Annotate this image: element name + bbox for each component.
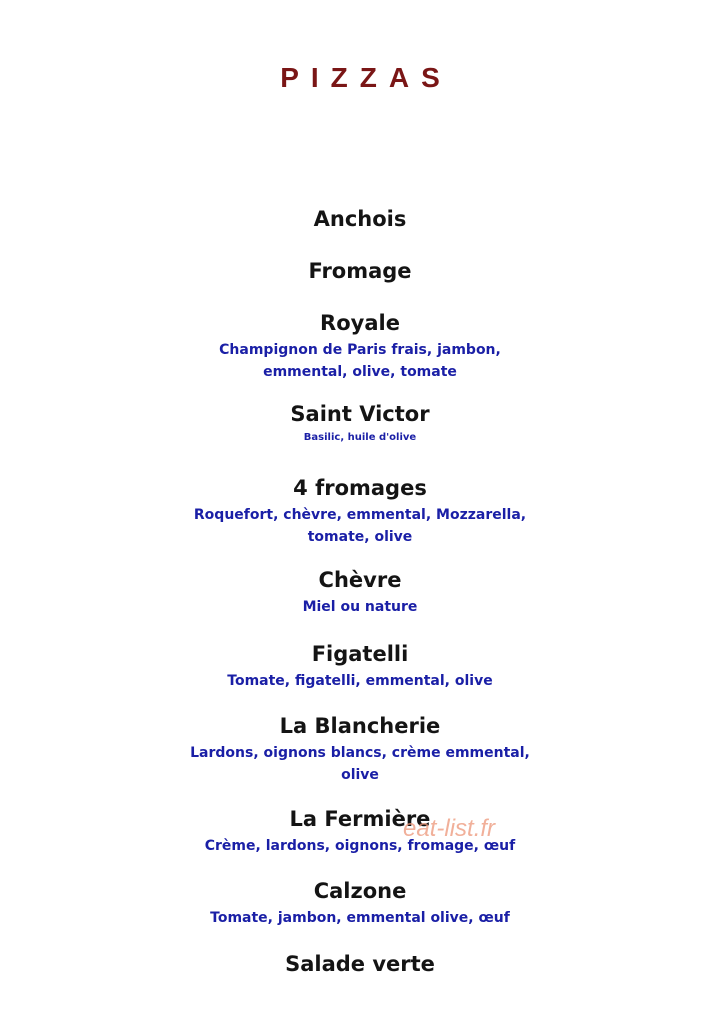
item-name: La Fermière (289, 807, 431, 831)
item-name: Salade verte (285, 952, 435, 976)
page-title: PIZZAS (280, 62, 452, 93)
menu-item-saint-victor (0, 400, 720, 446)
menu-item-calzone (0, 877, 720, 929)
item-name: Royale (320, 311, 400, 335)
item-description: Tomate, jambon, emmental olive, œuf (210, 910, 510, 926)
item-description: Miel ou nature (302, 599, 418, 615)
item-description: Lardons, oignons blancs, crème emmental, olive (190, 745, 530, 783)
item-name: Fromage (308, 259, 412, 283)
item-name: Saint Victor (290, 402, 430, 426)
menu-item-fromage (0, 257, 720, 285)
item-name: Figatelli (311, 642, 409, 666)
item-description: Basilic, huile d'olive (303, 432, 417, 443)
item-description: Roquefort, chèvre, emmental, Mozzarella, tomate, olive (193, 507, 527, 545)
item-description: Tomate, figatelli, emmental, olive (227, 673, 493, 689)
menu-item-figatelli (0, 640, 720, 692)
menu-item-la-fermiere (0, 805, 720, 857)
item-description: Champignon de Paris frais, jambon, emmental, olive, tomate (219, 342, 501, 380)
menu-item-la-blancherie (0, 712, 720, 786)
watermark: eat-list.fr (403, 815, 496, 842)
item-name: La Blancherie (279, 714, 441, 738)
item-name: Calzone (313, 879, 407, 903)
item-name: 4 fromages (293, 476, 427, 500)
item-name: Anchois (313, 207, 407, 231)
menu-item-royale (0, 309, 720, 383)
item-name: Chèvre (318, 568, 402, 592)
menu-item-chevre (0, 566, 720, 618)
menu-item-anchois (0, 205, 720, 233)
item-description: Crème, lardons, oignons, fromage, œuf (204, 838, 516, 854)
menu-item-4-fromages (0, 474, 720, 548)
menu-item-salade-verte (0, 950, 720, 978)
